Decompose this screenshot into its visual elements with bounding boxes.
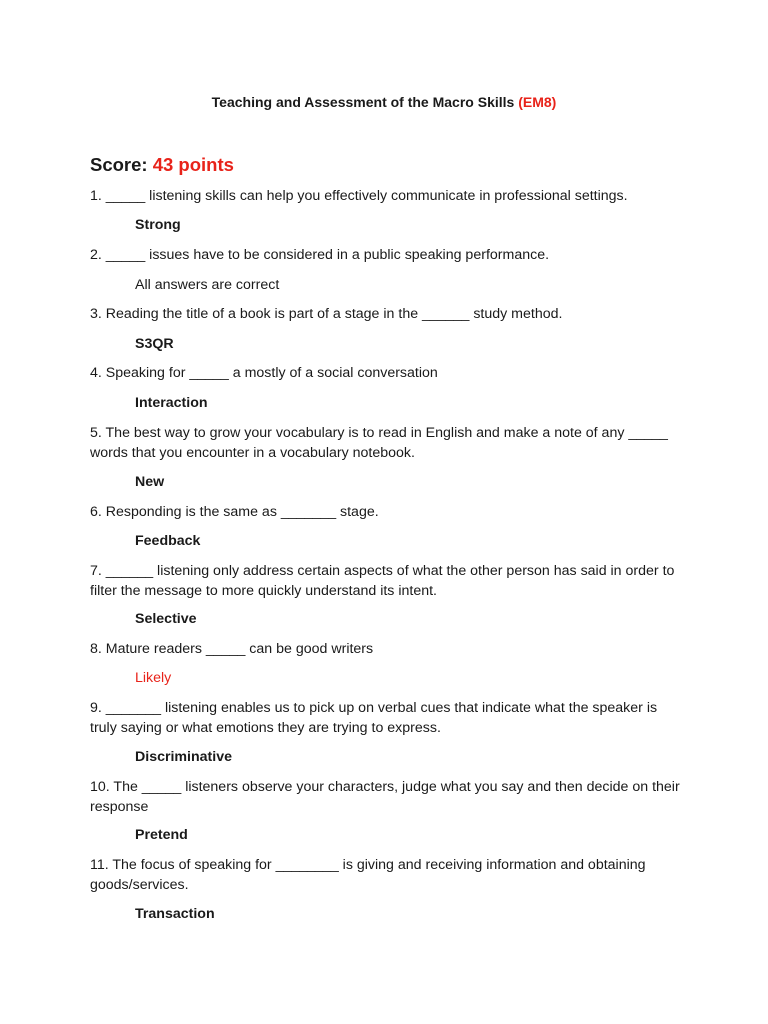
question-1: 1. _____ listening skills can help you effectively communicate in professional settings. <box>90 188 628 204</box>
score-line <box>90 154 234 176</box>
question-2: 2. _____ issues have to be considered in a public speaking performance. <box>90 247 550 263</box>
question-6: 6. Responding is the same as _______ stage. <box>90 504 379 520</box>
answer-10: Pretend <box>135 827 188 843</box>
answer-7: Selective <box>135 611 197 627</box>
question-4: 4. Speaking for _____ a mostly of a social conversation <box>90 365 438 381</box>
answer-6: Feedback <box>135 533 201 549</box>
score-value: 43 points <box>152 154 234 175</box>
title-main: Teaching and Assessment of the Macro Skills <box>211 94 515 110</box>
answer-1: Strong <box>135 217 181 233</box>
answer-2: All answers are correct <box>135 277 280 293</box>
question-8: 8. Mature readers _____ can be good writers <box>90 641 374 657</box>
question-3: 3. Reading the title of a book is part of a stage in the ______ study method. <box>90 306 563 322</box>
score-label: Score: <box>90 154 148 175</box>
answer-8: Likely <box>135 670 172 686</box>
question-9: 9. _______ listening enables us to pick up on verbal cues that indicate what the speaker is truly saying or what emotions they are trying to express. <box>90 700 658 736</box>
question-10: 10. The _____ listeners observe your characters, judge what you say and then decide on their response <box>90 779 680 815</box>
page-title <box>0 94 768 110</box>
answer-9: Discriminative <box>135 749 232 765</box>
question-11: 11. The focus of speaking for ________ is giving and receiving information and obtaining goods/services. <box>90 857 646 893</box>
title-code: (EM8) <box>518 94 557 110</box>
question-5: 5. The best way to grow your vocabulary is to read in English and make a note of any _____ words that you encounter in a vocabulary notebook. <box>90 425 668 461</box>
answer-11: Transaction <box>135 906 215 922</box>
answer-4: Interaction <box>135 395 208 411</box>
answer-5: New <box>135 474 165 490</box>
question-7: 7. ______ listening only address certain aspects of what the other person has said in order to filter the message to more quickly understand its intent. <box>90 563 675 599</box>
answer-3: S3QR <box>135 336 174 352</box>
